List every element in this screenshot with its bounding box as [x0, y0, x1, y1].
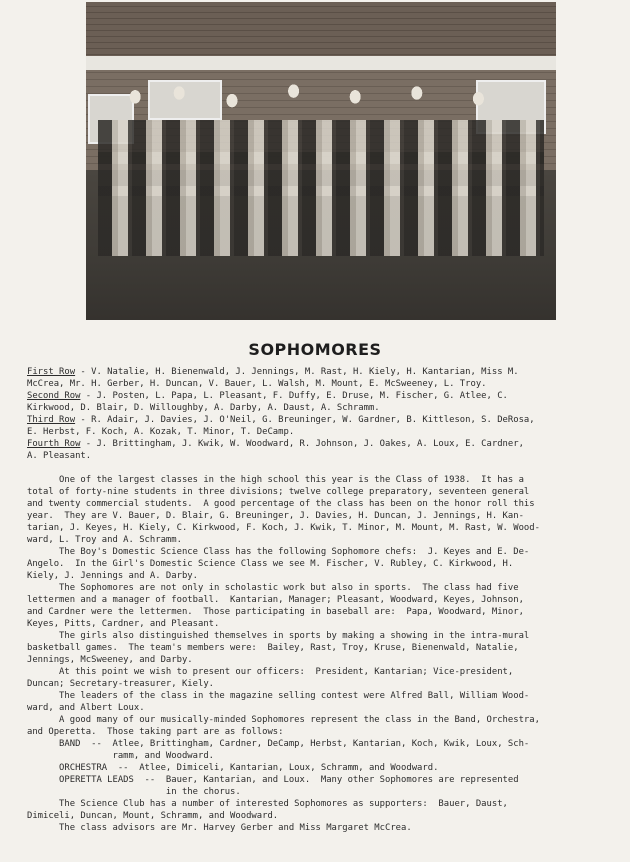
body-line: OPERETTA LEADS -- Bauer, Kantarian, and Loux. Many other Sophomores are represented — [27, 775, 519, 785]
row-names: Kirkwood, D. Blair, D. Willoughby, A. Darby, A. Daust, A. Schramm. — [27, 403, 380, 413]
row-label: Second Row — [27, 391, 81, 401]
row-label: Fourth Row — [27, 439, 81, 449]
body-line: tarian, J. Keyes, H. Kiely, C. Kirkwood, F. Koch, J. Kwik, T. Minor, M. Mount, M. Rast, W. Wood- — [27, 523, 540, 533]
row-names: A. Pleasant. — [27, 451, 92, 461]
caption-row-second — [27, 390, 617, 414]
body-line: and Cardner were the lettermen. Those participating in baseball are: Papa, Woodward, Minor, — [27, 607, 524, 617]
caption-row-first — [27, 366, 617, 390]
body-line: and twenty commercial students. A good percentage of the class has been on the honor roll this — [27, 499, 535, 509]
row-names: - J. Posten, L. Papa, L. Pleasant, F. Duffy, E. Druse, M. Fischer, G. Atlee, C. — [80, 391, 508, 401]
body-line: total of forty-nine students in three divisions; twelve college preparatory, seventeen general — [27, 487, 530, 497]
photo-row-first — [98, 186, 544, 256]
body-line: year. They are V. Bauer, D. Blair, G. Breuninger, J. Davies, H. Duncan, J. Jennings, H. Kan- — [27, 511, 524, 521]
row-names: - V. Natalie, H. Bienenwald, J. Jennings, M. Rast, H. Kiely, H. Kantarian, Miss M. — [75, 367, 519, 377]
article-body — [27, 474, 617, 834]
body-line: At this point we wish to present our officers: President, Kantarian; Vice-president, — [27, 667, 514, 677]
body-line: Keyes, Pitts, Cardner, and Pleasant. — [27, 619, 220, 629]
body-line: One of the largest classes in the high school this year is the Class of 1938. It has a — [27, 475, 524, 485]
body-line: ramm, and Woodward. — [27, 751, 215, 761]
page-title: SOPHOMORES — [248, 340, 382, 359]
body-line: A good many of our musically-minded Sophomores represent the class in the Band, Orchestra, — [27, 715, 540, 725]
body-line: The girls also distinguished themselves in sports by making a showing in the intra-mural — [27, 631, 530, 641]
row-names: E. Herbst, F. Koch, A. Kozak, T. Minor, T. DeCamp. — [27, 427, 295, 437]
photo-brick-wall-top — [86, 2, 556, 60]
body-line: Angelo. In the Girl's Domestic Science Class we see M. Fischer, V. Rubley, C. Kirkwood, H. — [27, 559, 514, 569]
class-photo — [86, 2, 556, 320]
body-line: Duncan; Secretary-treasurer, Kiely. — [27, 679, 215, 689]
body-line: Jennings, McSweeney, and Darby. — [27, 655, 193, 665]
body-line: The Science Club has a number of interested Sophomores as supporters: Bauer, Daust, — [27, 799, 508, 809]
body-line: lettermen and a manager of football. Kantarian, Manager; Pleasant, Woodward, Keyes, Johnson, — [27, 595, 524, 605]
body-line: Kiely, J. Jennings and A. Darby. — [27, 571, 198, 581]
body-line: basketball games. The team's members were: Bailey, Rast, Troy, Kruse, Bienenwald, Natalie, — [27, 643, 519, 653]
body-line: BAND -- Atlee, Brittingham, Cardner, DeCamp, Herbst, Kantarian, Koch, Kwik, Loux, Sch- — [27, 739, 530, 749]
caption-row-fourth — [27, 438, 617, 462]
row-label: First Row — [27, 367, 76, 377]
row-label: Third Row — [27, 415, 76, 425]
body-line: and Operetta. Those taking part are as follows: — [27, 727, 284, 737]
row-names: McCrea, Mr. H. Gerber, H. Duncan, V. Bauer, L. Walsh, M. Mount, E. McSweeney, L. Troy. — [27, 379, 487, 389]
body-line: The leaders of the class in the magazine selling contest were Alfred Ball, William Wood- — [27, 691, 530, 701]
body-line: ORCHESTRA -- Atlee, Dimiceli, Kantarian, Loux, Schramm, and Woodward. — [27, 763, 439, 773]
body-line: The Boy's Domestic Science Class has the following Sophomore chefs: J. Keyes and E. De- — [27, 547, 530, 557]
row-names: - R. Adair, J. Davies, J. O'Neil, G. Breuninger, W. Gardner, B. Kittleson, S. DeRosa, — [75, 415, 535, 425]
body-line: ward, L. Troy and A. Schramm. — [27, 535, 182, 545]
row-names: - J. Brittingham, J. Kwik, W. Woodward, R. Johnson, J. Oakes, A. Loux, E. Cardner, — [80, 439, 524, 449]
body-line: ward, and Albert Loux. — [27, 703, 145, 713]
photo-roofline — [86, 56, 556, 70]
body-line: The Sophomores are not only in scholastic work but also in sports. The class had five — [27, 583, 519, 593]
caption-row-third — [27, 414, 617, 438]
body-line: Dimiceli, Duncan, Mount, Schramm, and Woodward. — [27, 811, 279, 821]
body-line: in the chorus. — [27, 787, 241, 797]
body-line: The class advisors are Mr. Harvey Gerber and Miss Margaret McCrea. — [27, 823, 412, 833]
